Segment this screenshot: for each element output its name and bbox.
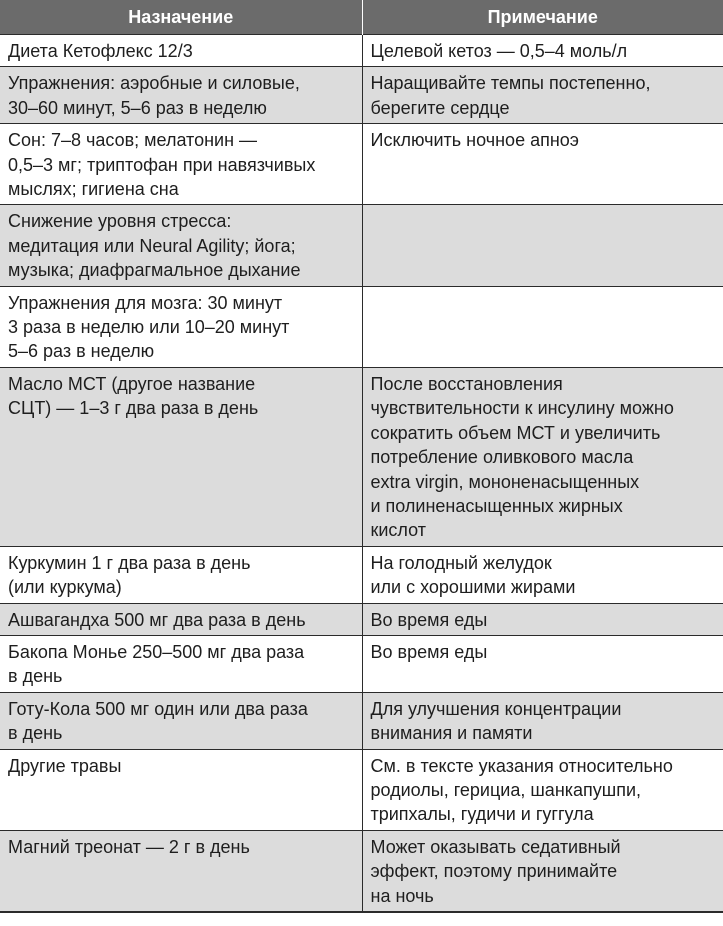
prescription-cell: Сон: 7–8 часов; мелатонин — 0,5–3 мг; триптофан при навязчивых мыслях; гигиена сна bbox=[0, 124, 362, 205]
note-cell: Во время еды bbox=[362, 635, 723, 692]
prescription-cell: Ашвагандха 500 мг два раза в день bbox=[0, 603, 362, 635]
prescription-cell: Упражнения: аэробные и силовые, 30–60 минут, 5–6 раз в неделю bbox=[0, 67, 362, 124]
prescription-cell: Другие травы bbox=[0, 749, 362, 830]
table-header-row bbox=[0, 0, 723, 35]
header-prescription: Назначение bbox=[0, 0, 362, 35]
note-cell: После восстановления чувствительности к инсулину можно сократить объем МСТ и увеличить потребление оливкового масла extra virgin, мононенасыщенных и полиненасыщенных жирных кислот bbox=[362, 367, 723, 546]
prescription-cell: Масло МСТ (другое название СЦТ) — 1–3 г два раза в день bbox=[0, 367, 362, 546]
prescription-cell: Диета Кетофлекс 12/3 bbox=[0, 35, 362, 67]
note-cell: Во время еды bbox=[362, 603, 723, 635]
table-row bbox=[0, 35, 723, 67]
prescription-cell: Готу-Кола 500 мг один или два раза в день bbox=[0, 692, 362, 749]
table-row bbox=[0, 692, 723, 749]
prescription-cell: Бакопа Монье 250–500 мг два раза в день bbox=[0, 635, 362, 692]
note-cell: Целевой кетоз — 0,5–4 моль/л bbox=[362, 35, 723, 67]
table-row bbox=[0, 205, 723, 286]
note-cell: Может оказывать седативный эффект, поэтому принимайте на ночь bbox=[362, 830, 723, 912]
prescription-cell: Упражнения для мозга: 30 минут 3 раза в неделю или 10–20 минут 5–6 раз в неделю bbox=[0, 286, 362, 367]
note-cell: Наращивайте темпы постепенно, берегите сердце bbox=[362, 67, 723, 124]
note-cell: Для улучшения концентрации внимания и памяти bbox=[362, 692, 723, 749]
note-cell bbox=[362, 205, 723, 286]
table-row bbox=[0, 286, 723, 367]
note-cell bbox=[362, 286, 723, 367]
note-cell: На голодный желудок или с хорошими жирами bbox=[362, 546, 723, 603]
table-row bbox=[0, 635, 723, 692]
table-row bbox=[0, 367, 723, 546]
prescription-cell: Куркумин 1 г два раза в день (или куркума) bbox=[0, 546, 362, 603]
header-note: Примечание bbox=[362, 0, 723, 35]
prescription-cell: Магний треонат — 2 г в день bbox=[0, 830, 362, 912]
table-row bbox=[0, 67, 723, 124]
prescription-cell: Снижение уровня стресса: медитация или Neural Agility; йога; музыка; диафрагмальное дыхание bbox=[0, 205, 362, 286]
table-row bbox=[0, 546, 723, 603]
note-cell: См. в тексте указания относительно родиолы, герициа, шанкапушпи, трипхалы, гудичи и гуггула bbox=[362, 749, 723, 830]
table-row bbox=[0, 830, 723, 912]
note-cell: Исключить ночное апноэ bbox=[362, 124, 723, 205]
table-row bbox=[0, 603, 723, 635]
table-row bbox=[0, 749, 723, 830]
table-row bbox=[0, 124, 723, 205]
